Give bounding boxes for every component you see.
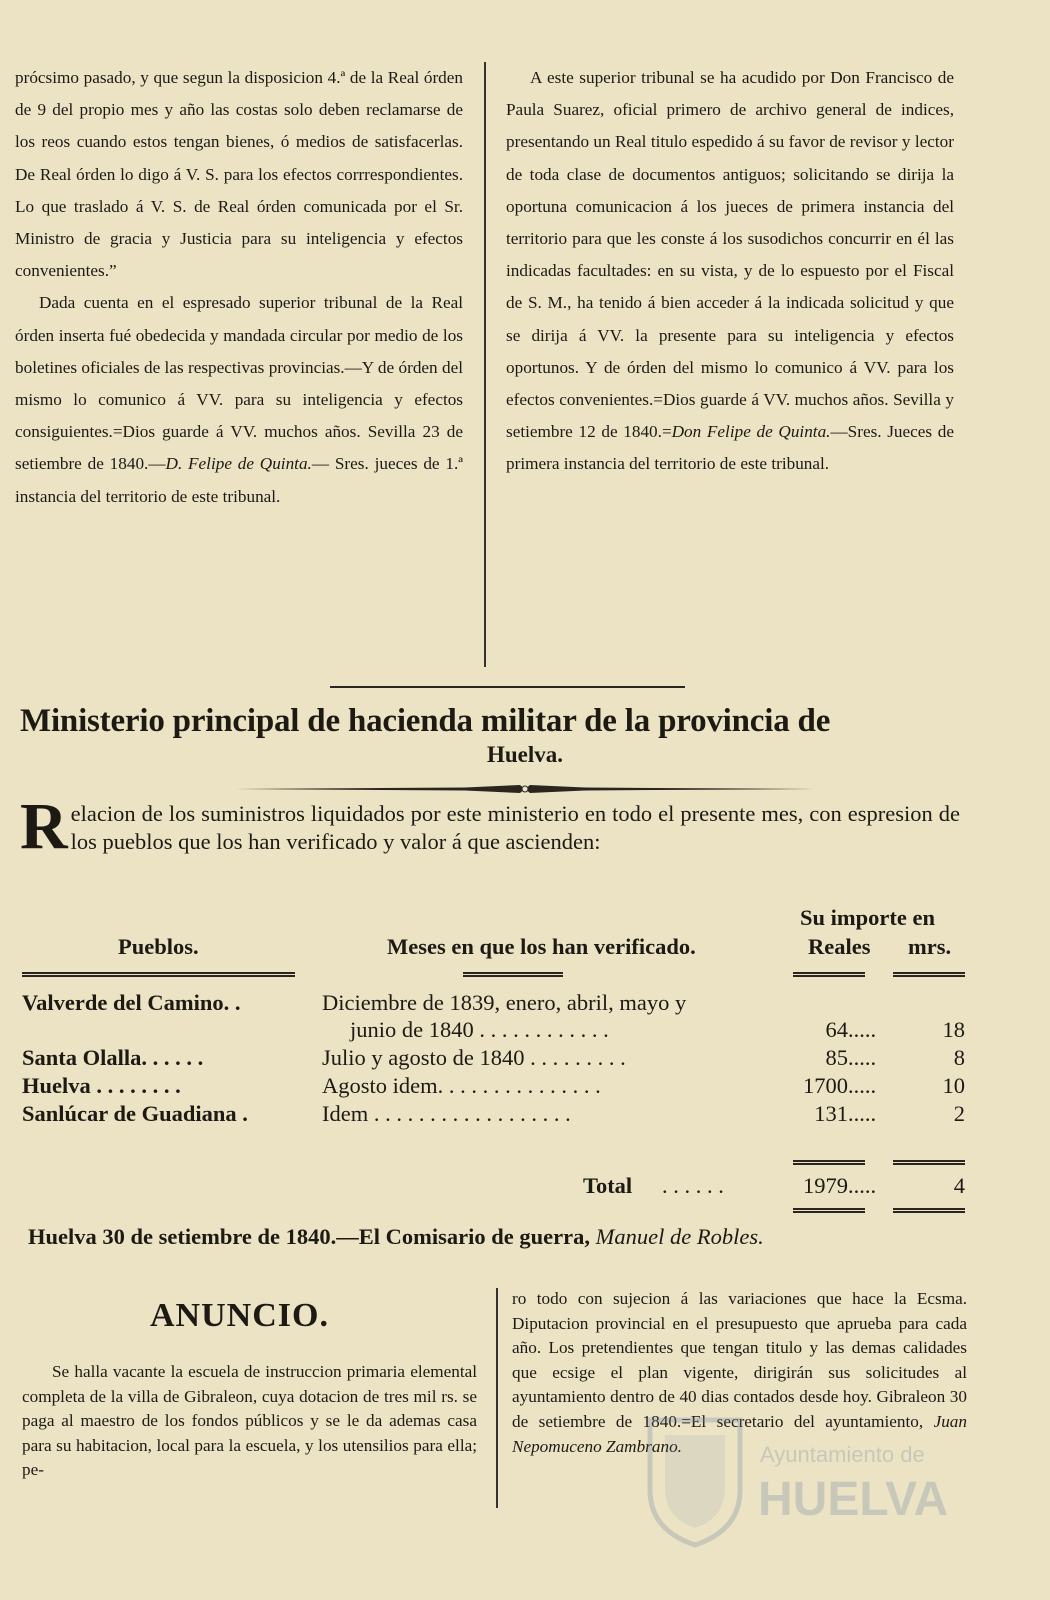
total-mrs: 4 bbox=[953, 1173, 965, 1198]
header-rule-town bbox=[22, 972, 295, 977]
table-row-3-months: Agosto idem. . . . . . . . . . . . . . . bbox=[322, 1073, 601, 1098]
table-row-4-months: Idem . . . . . . . . . . . . . . . . . . bbox=[322, 1101, 571, 1126]
total-bottom-rule-reales bbox=[793, 1208, 865, 1213]
table-row-2-sep: ..... bbox=[848, 1045, 877, 1070]
right-signer: Don Felipe de Quinta. bbox=[671, 422, 831, 442]
total-rule-mrs bbox=[893, 1160, 965, 1165]
anuncio-column-divider bbox=[496, 1288, 498, 1508]
table-row-3-sep: ..... bbox=[848, 1073, 877, 1098]
table-row-1-town: Valverde del Camino. . bbox=[22, 990, 241, 1015]
left-column bbox=[15, 62, 463, 513]
table-row-4-mrs: 2 bbox=[953, 1101, 965, 1126]
ministry-subheading: Huelva. bbox=[486, 742, 564, 767]
total-rule-reales bbox=[793, 1160, 865, 1165]
table-row-1-months: Diciembre de 1839, enero, abril, mayo y bbox=[322, 990, 687, 1015]
table-row-2-town: Santa Olalla. . . . . . bbox=[22, 1045, 204, 1070]
drop-cap: R bbox=[20, 790, 68, 863]
watermark bbox=[640, 1380, 970, 1580]
ministry-heading: Ministerio principal de hacienda militar de la provincia de bbox=[20, 703, 831, 739]
anuncio-right-text: ro todo con sujecion á las variaciones que hace la Ecsma. Diputacion provincial en el presupuesto que aprueba para cada año. Los pretendientes que tengan titulo y las demas calidades que ecsige el plan vigente, dirigirán sus solicitudes al ayuntamiento dentro de 40 dias contados desde hoy. Gibraleon 30 de setiembre de 1840.=El secretario del ayuntamiento, Juan Nepomuceno Zambrano. bbox=[512, 1289, 967, 1456]
left-paragraph-1: prócsimo pasado, y que segun la disposicion 4.ª de la Real órden de 9 del propio mes y año las costas solo deben reclamarse de los reos cuando estos tengan bienes, ó medios de satisfacerlas. De Real órden lo digo á V. S. para los efectos corrrespondientes. Lo que traslado á V. S. de Real órden comunicada por el Sr. Ministro de gracia y Justicia para su inteligencia y efectos convenientes.” bbox=[15, 68, 463, 281]
crest-icon bbox=[640, 1400, 750, 1550]
anuncio-title: ANUNCIO. bbox=[150, 1297, 329, 1334]
watermark-line-1: Ayuntamiento de bbox=[760, 1442, 925, 1467]
right-column bbox=[506, 62, 954, 481]
town-header: Pueblos. bbox=[118, 934, 199, 959]
table-row-3-town: Huelva . . . . . . . . bbox=[22, 1073, 181, 1098]
table-row-2-reales: 85 bbox=[825, 1045, 848, 1070]
table-row-1-sep: ..... bbox=[848, 1017, 877, 1042]
table-row-2-months: Julio y agosto de 1840 . . . . . . . . . bbox=[322, 1045, 626, 1070]
total-reales: 1979 bbox=[803, 1173, 848, 1198]
table-row-2-mrs: 8 bbox=[953, 1045, 965, 1070]
total-bottom-rule-mrs bbox=[893, 1208, 965, 1213]
ministry-signoff bbox=[28, 1224, 968, 1250]
table-row-4-sep: ..... bbox=[848, 1101, 877, 1126]
table-row-3-reales: 1700 bbox=[803, 1073, 848, 1098]
total-dots: . . . . . . bbox=[662, 1173, 724, 1198]
mrs-header: mrs. bbox=[908, 934, 952, 959]
table-row-4-town: Sanlúcar de Guadiana . bbox=[22, 1101, 248, 1126]
ministry-intro: Relacion de los suministros liquidados por este ministerio en todo el presente mes, con espresion de los pueblos que los han verificado y valor á que ascienden: bbox=[20, 790, 960, 863]
signoff-text: Huelva 30 de setiembre de 1840.—El Comisario de guerra, bbox=[28, 1224, 591, 1249]
anuncio-left-text: Se halla vacante la escuela de instruccion primaria elemental completa de la villa de Gibraleon, cuya dotacion de tres mil rs. se paga al maestro de los fondos públicos y se le da ademas casa para su habitacion, local para la escuela, y los utensilios para ella; pe- bbox=[22, 1362, 477, 1480]
table-row-1-reales: 64 bbox=[825, 1017, 848, 1042]
section-divider bbox=[330, 686, 685, 688]
header-rule-reales bbox=[793, 972, 865, 977]
anuncio-signer: Juan Nepomuceno Zambrano. bbox=[512, 1411, 967, 1456]
table-row-4-reales: 131 bbox=[814, 1101, 848, 1126]
table-row-3-mrs: 10 bbox=[942, 1073, 965, 1098]
ornamental-rule bbox=[235, 783, 815, 795]
total-sep: ..... bbox=[848, 1173, 877, 1198]
left-signer: D. Felipe de Quinta. bbox=[165, 454, 312, 474]
watermark-line-2: HUELVA bbox=[758, 1473, 949, 1526]
reales-header: Reales bbox=[808, 934, 871, 959]
amount-header-top: Su importe en bbox=[800, 905, 935, 930]
column-divider bbox=[484, 62, 486, 667]
table-row-1-months-cont: junio de 1840 . . . . . . . . . . . . bbox=[350, 1017, 609, 1042]
left-paragraph-2: Dada cuenta en el espresado superior tribunal de la Real órden inserta fué obedecida y mandada circular por medio de los boletines oficiales de las respectivas provincias.—Y de órden del mismo lo comunico á VV. para su inteligencia y efectos consiguientes.=Dios guarde á VV. muchos años. Sevilla 23 de setiembre de 1840.—D. Felipe de Quinta.— Sres. jueces de 1.ª instancia del territorio de este tribunal. bbox=[15, 293, 463, 506]
signoff-name: Manuel de Robles. bbox=[595, 1224, 764, 1249]
anuncio-left-column bbox=[22, 1360, 477, 1483]
header-rule-months bbox=[463, 972, 563, 977]
header-rule-mrs bbox=[893, 972, 965, 977]
table-row-1-mrs: 18 bbox=[942, 1017, 965, 1042]
total-label: Total bbox=[583, 1173, 633, 1198]
right-paragraph-1: A este superior tribunal se ha acudido por Don Francisco de Paula Suarez, oficial primero de archivo general de indices, presentando un Real titulo espedido á su favor de revisor y lector de toda clase de documentos antiguos; solicitando se dirija la oportuna comunicacion á los jueces de primera instancia del territorio para que les conste á los susodichos concurrir en él las indicadas facultades: en su vista, y de lo espuesto por el Fiscal de S. M., ha tenido á bien acceder á la indicada solicitud y que se dirija á VV. la presente para su inteligencia y efectos oportunos. Y de órden del mismo lo comunico á VV. para los efectos convenientes.=Dios guarde á VV. muchos años. Sevilla y setiembre 12 de 1840.=Don Felipe de Quinta.—Sres. Jueces de primera instancia del territorio de este tribunal. bbox=[506, 68, 954, 474]
months-header: Meses en que los han verificado. bbox=[387, 934, 696, 959]
